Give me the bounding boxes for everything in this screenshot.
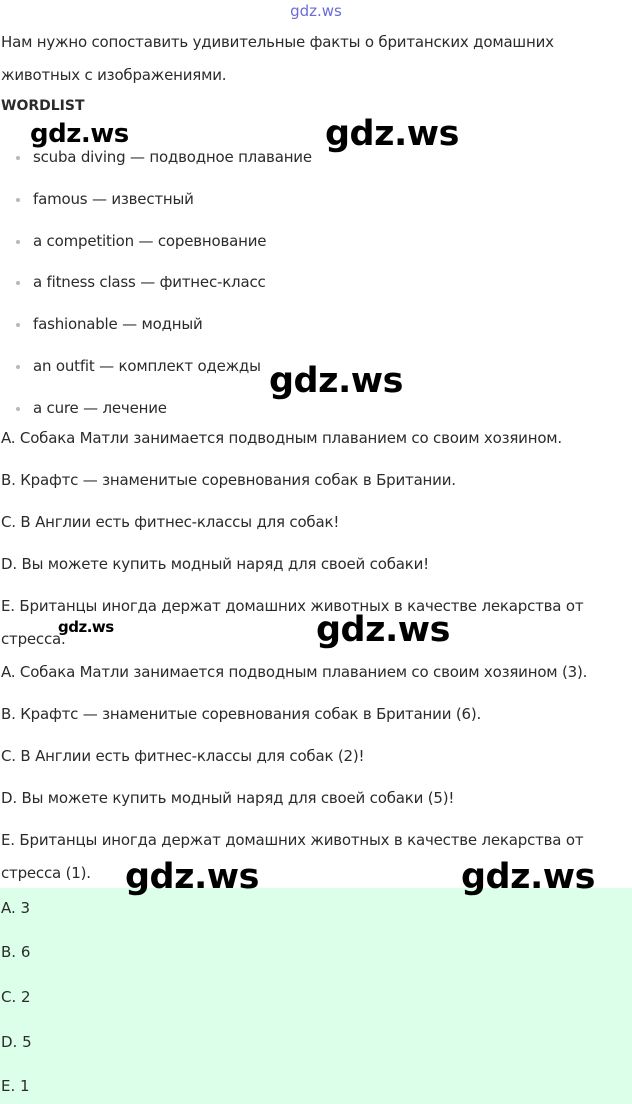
wordlist-title: WORDLIST [1,98,85,114]
wordlist-entry: an outfit — комплект одежды [33,356,261,375]
wordlist-entry: fashionable — модный [33,315,203,334]
watermark: gdz.ws [316,610,450,650]
fact-line: стресса. [1,630,66,648]
wordlist-entry: a competition — соревнование [33,231,267,250]
fact-line: D. Вы можете купить модный наряд для своей собаки! [1,555,429,573]
watermark: gdz.ws [30,119,129,149]
watermark: gdz.ws [461,857,595,897]
wordlist-entry: a fitness class — фитнес-класс [33,273,266,292]
fact-line: A. Собака Матли занимается подводным плаванием со своим хозяином. [1,429,562,447]
wordlist [0,137,312,430]
matched-fact-line: A. Собака Матли занимается подводным плаванием со своим хозяином (3). [1,663,588,681]
answers-block [0,888,632,1104]
intro-text: Нам нужно сопоставить удивительные факты о британских домашних животных с изображениями. [1,33,554,84]
matched-fact-line: C. В Англии есть фитнес-классы для собак (2)! [1,747,365,765]
wordlist-entry: famous — известный [33,189,194,208]
bullet-icon [16,407,20,411]
answer-line: D. 5 [1,1033,32,1051]
bullet-icon [16,323,20,327]
answer-line: A. 3 [1,899,31,917]
fact-line: B. Крафтс — знаменитые соревнования собак в Британии. [1,471,456,489]
bullet-icon [16,281,20,285]
list-item [0,262,312,304]
watermark: gdz.ws [58,618,114,636]
matched-fact-line: стресса (1). [1,864,91,882]
answer-line: E. 1 [1,1077,30,1095]
fact-line: C. В Англии есть фитнес-классы для собак! [1,513,340,531]
fact-line: E. Британцы иногда держат домашних животных в качестве лекарства от [1,597,584,615]
watermark: gdz.ws [269,361,403,401]
answer-line: B. 6 [1,943,31,961]
top-watermark: gdz.ws [290,2,342,20]
bullet-icon [16,198,20,202]
list-item [0,179,312,221]
matched-fact-line: B. Крафтс — знаменитые соревнования собак в Британии (6). [1,705,482,723]
list-item [0,221,312,263]
list-item [0,346,312,388]
bullet-icon [16,365,20,369]
bullet-icon [16,240,20,244]
watermark: gdz.ws [125,857,259,897]
wordlist-entry: scuba diving — подводное плавание [33,148,312,166]
answer-line: C. 2 [1,988,31,1006]
list-item [0,304,312,346]
wordlist-entry: a cure — лечение [33,398,167,417]
watermark: gdz.ws [325,114,459,154]
matched-fact-line: D. Вы можете купить модный наряд для своей собаки (5)! [1,789,455,807]
matched-fact-line: E. Британцы иногда держат домашних животных в качестве лекарства от [1,831,584,849]
bullet-icon [16,156,20,160]
